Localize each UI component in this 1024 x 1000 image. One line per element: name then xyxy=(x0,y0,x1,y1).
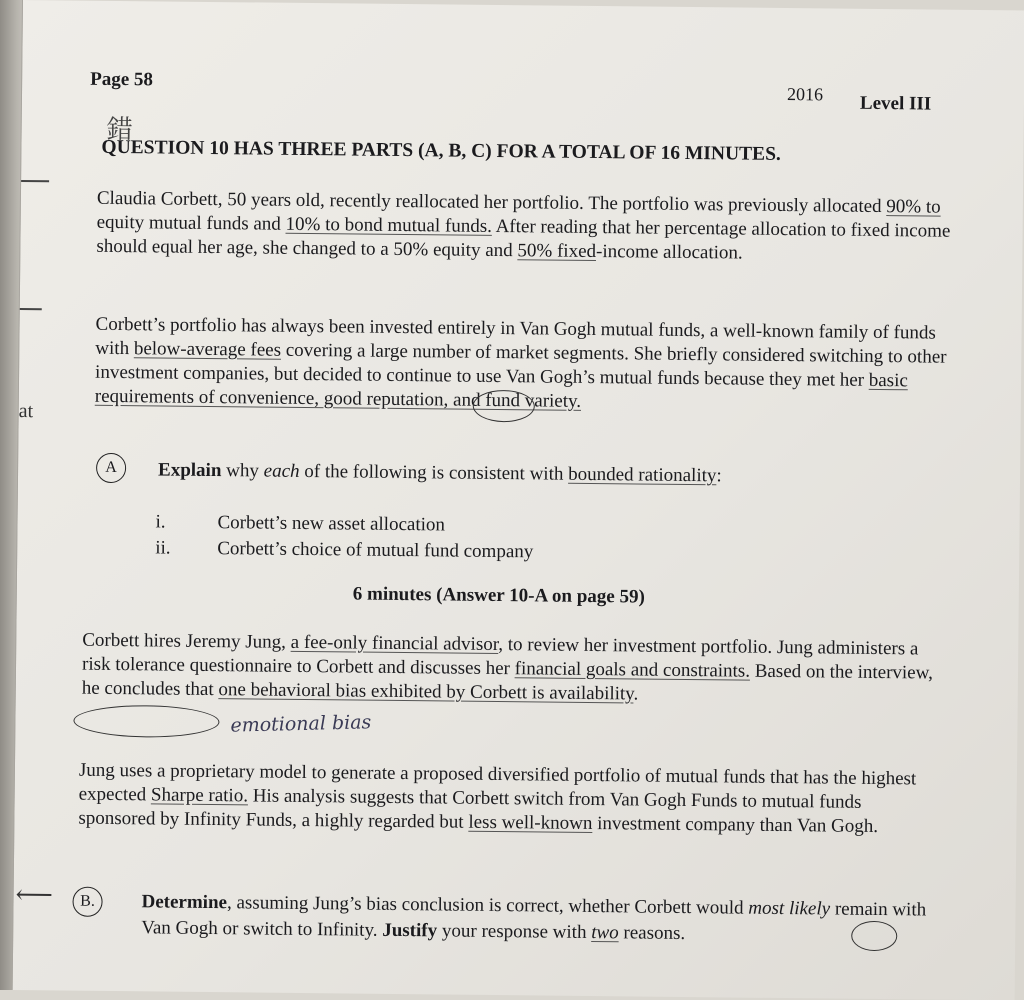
paragraph-2: Corbett’s portfolio has always been invested entirely in Van Gogh mutual funds, a well-known family of funds with below-average fees covering a large number of market segments. She briefly considered switching to other investment companies, but decided to continue to use Van Gogh’s mutual funds because they met her basic requirements of convenience, good reputation, and fund variety. xyxy=(94,313,947,412)
part-b-prompt: Determine, assuming Jung’s bias conclusion is correct, whether Corbett would most likely remain with Van Gogh or switch to Infinity. Justify your response with two reasons. xyxy=(141,891,927,944)
question-title: QUESTION 10 HAS THREE PARTS (A, B, C) FOR A TOTAL OF 16 MINUTES. xyxy=(101,136,781,165)
part-a-minutes: 6 minutes (Answer 10-A on page 59) xyxy=(352,583,645,608)
pen-circle-annotation xyxy=(473,390,535,423)
margin-line xyxy=(21,180,49,182)
pen-circle-annotation xyxy=(73,705,219,739)
paragraph-1: Claudia Corbett, 50 years old, recently reallocated her portfolio. The portfolio was previously allocated 90% to equity mutual funds and 10% to bond mutual funds. After reading that her percentage allocation to fixed income should equal her age, she changed to a 50% equity and 50% fixed-income allocation. xyxy=(96,187,951,264)
exam-page xyxy=(12,0,1024,1000)
list-item: i. Corbett’s new asset allocation xyxy=(155,511,446,536)
part-a-marker: A xyxy=(96,453,126,483)
margin-edge-text: at xyxy=(18,399,34,423)
paragraph-3: Corbett hires Jeremy Jung, a fee-only financial advisor, to review her investment portfolio. Jung administers a risk tolerance questionnaire to Corbett and discusses her financial goals and constraints. Based on the interview, he concludes that one behavioral bias exhibited by Corbett is availability. xyxy=(81,629,934,705)
part-b-marker: B. xyxy=(72,887,102,917)
pen-circle-annotation xyxy=(851,921,897,951)
list-item: ii. Corbett’s choice of mutual fund company xyxy=(155,537,534,563)
handwritten-emotional-bias: emotional bias xyxy=(230,711,372,737)
part-a-prompt: Explain why each of the following is consistent with bounded rationality: xyxy=(157,459,722,487)
margin-line xyxy=(20,308,42,310)
exam-level: Level III xyxy=(859,92,932,115)
part-a-list xyxy=(155,509,534,565)
handwritten-note: 錯 xyxy=(106,114,133,146)
paragraph-4: Jung uses a proprietary model to generate a proposed diversified portfolio of mutual funds that has the highest expected Sharpe ratio. His analysis suggests that Corbett switch from Van Gogh Funds to mutual funds sponsored by Infinity Funds, a highly regarded but less well-known investment company than Van Gogh. xyxy=(78,759,917,838)
exam-year: 2016 xyxy=(786,84,824,105)
page-number: Page 58 xyxy=(90,68,154,91)
handwritten-arrow-icon: ⟵ xyxy=(15,879,54,910)
